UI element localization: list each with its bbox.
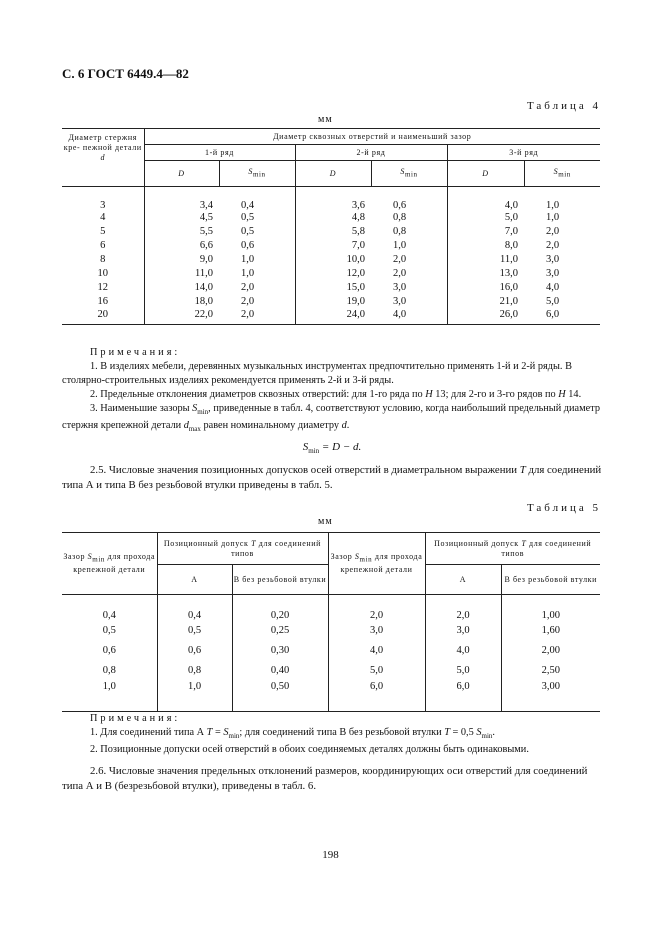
table5-unit: мм	[318, 516, 333, 527]
table4-cell: 11,0	[500, 254, 518, 265]
table4-cell: 3,0	[371, 281, 447, 295]
table4-group-header: Диаметр сквозных отверстий и наименьший зазор	[144, 129, 600, 145]
notes2-item2: 2. Позиционные допуски осей отверстий в обоих соединяемых деталях должны быть одинаковыми.	[90, 744, 529, 756]
table4-cell: 20	[62, 309, 144, 325]
table4-cell: 1,0	[546, 212, 560, 223]
table4-cell: 11,0	[195, 268, 213, 279]
table4-cell: 18,0	[194, 296, 213, 307]
table4-cell: 6,0	[524, 309, 600, 325]
table4-row3-header: 3-й ряд	[447, 145, 600, 161]
table4-cell: 0,5	[219, 225, 295, 239]
table4-sub-D2: D	[295, 161, 371, 187]
table4-cell: 4,0	[546, 282, 560, 293]
page-number: 198	[322, 849, 339, 861]
table5-col1-header: Зазор $S_{min}$ для прохода крепежной детали	[62, 533, 157, 595]
table4-cell: 2,0	[219, 295, 295, 309]
table5-cell: 4,0	[328, 641, 425, 661]
table4-cell: 4	[62, 211, 144, 225]
table4-cell: 2,0	[371, 253, 447, 267]
table4-cell: 8	[62, 253, 144, 267]
table4-cell: 22,0	[144, 309, 219, 325]
table4-sub-S1: $S_{min}$	[219, 161, 295, 187]
table4-cell: 13,0	[499, 268, 518, 279]
table5-sub-A2: А	[425, 565, 501, 595]
table5-sub-A1: А	[157, 565, 232, 595]
table5-cell: 0,20	[232, 595, 328, 621]
table5-cell: 0,50	[232, 681, 328, 712]
table4-cell: 8,0	[504, 240, 518, 251]
table4-cell: 21,0	[499, 296, 518, 307]
notes1	[62, 346, 602, 458]
notes2-title: Примечания:	[90, 713, 181, 724]
table4-cell: 0,6	[371, 187, 447, 211]
table4-cell: 2,0	[546, 240, 560, 251]
table5-cell: 3,0	[328, 621, 425, 641]
table4-cell: 2,0	[546, 226, 560, 237]
table4-cell: 3,0	[546, 268, 560, 279]
notes2	[62, 712, 602, 757]
notes2-item1: 1. Для соединений типа А $T = S_{min}$; для соединений типа В без резьбовой втулки T = 0,5 $S_{min}$.	[90, 727, 495, 741]
paragraph-2-5: 2.5. Числовые значения позиционных допусков осей отверстий в диаметральном выражении T для соединений типа А и типа В без резьбовой втулки приведены в табл. 5.	[62, 464, 602, 491]
table4-cell: 7,0	[351, 240, 365, 251]
table5-row	[62, 681, 600, 712]
table4-cell: 6,6	[199, 240, 213, 251]
table4-cell: 1,0	[219, 253, 295, 267]
table4-cell: 24,0	[295, 309, 371, 325]
table5-cell: 3,0	[425, 621, 501, 641]
table4-cell: 7,0	[504, 226, 518, 237]
paragraph-2-6: 2.6. Числовые значения предельных отклонений размеров, координирующих оси отверстий для соединений типа А и В (безрезьбовой втулки), приведены в табл. 6.	[62, 765, 588, 792]
table4-cell: 1,0	[546, 199, 560, 211]
table4-row2-header: 2-й ряд	[295, 145, 447, 161]
table4-cell: 5,5	[199, 226, 213, 237]
table4-cell: 16	[62, 295, 144, 309]
table4-cell: 5,8	[351, 226, 365, 237]
table5-cell: 2,50	[541, 665, 560, 676]
table4-row	[62, 253, 600, 267]
table5-cell: 0,6	[157, 641, 232, 661]
table5-row	[62, 621, 600, 641]
table5-cell: 6,0	[328, 681, 425, 712]
table4-cell: 3,0	[546, 254, 560, 265]
table5-row	[62, 595, 600, 621]
table5-sub-B1: В без резьбовой втулки	[232, 565, 328, 595]
table4-cell: 3,0	[371, 295, 447, 309]
table5-cell: 0,4	[157, 595, 232, 621]
table5-row	[62, 641, 600, 661]
table4-cell: 14,0	[194, 282, 213, 293]
table4-unit: мм	[318, 114, 333, 125]
table4-cell: 10,0	[346, 254, 365, 265]
table5-cell: 0,30	[232, 641, 328, 661]
notes1-item3: 3. Наименьшие зазоры $S_{min}$, приведенные в табл. 4, соответствуют условию, когда наибольший предельный диаметр стержня крепежной детали $d_{max}$ равен номинальному диаметру d.	[62, 403, 600, 434]
table5-cell: 4,0	[425, 641, 501, 661]
table5-cell: 1,60	[541, 625, 560, 636]
table4-cell: 15,0	[346, 282, 365, 293]
table5-cell: 0,6	[62, 641, 157, 661]
table4	[62, 128, 600, 325]
table4-cell: 5	[62, 225, 144, 239]
table4-caption: Таблица 4	[526, 100, 601, 112]
table5-caption: Таблица 5	[526, 502, 601, 514]
table4-cell: 6	[62, 239, 144, 253]
table4-cell: 4,0	[371, 309, 447, 325]
table4-cell: 10	[62, 267, 144, 281]
table5-cell: 0,8	[62, 661, 157, 681]
table4-cell: 9,0	[199, 254, 213, 265]
table4-body	[62, 187, 600, 325]
table5-group2-header: Позиционный допуск T для соединений типов	[425, 533, 600, 565]
table4-row1-header: 1-й ряд	[144, 145, 295, 161]
table4-cell: 4,5	[199, 212, 213, 223]
table4-cell: 0,8	[371, 211, 447, 225]
table4-cell: 0,4	[219, 187, 295, 211]
table4-sub-S3: $S_{min}$	[524, 161, 600, 187]
table5-cell: 2,0	[328, 595, 425, 621]
table4-cell: 5,0	[504, 212, 518, 223]
table4-cell: 0,5	[219, 211, 295, 225]
table5-body	[62, 595, 600, 712]
table5-cell: 3,00	[501, 681, 600, 712]
table4-cell: 3	[62, 187, 144, 211]
table5-cell: 5,0	[425, 661, 501, 681]
table4-cell: 1,0	[371, 239, 447, 253]
notes1-title: Примечания:	[90, 347, 181, 358]
table4-row	[62, 225, 600, 239]
table5-cell: 0,5	[62, 621, 157, 641]
table4-sub-S2: $S_{min}$	[371, 161, 447, 187]
notes1-item1: 1. В изделиях мебели, деревянных музыкальных инструментах предпочтительно применять 1-й и 2-й ряды. В столярно-строительных изделиях рекомендуется применять 2-й и 3-й ряды.	[62, 361, 572, 386]
table5-cell: 2,00	[541, 645, 560, 656]
table5	[62, 532, 600, 712]
table4-row	[62, 267, 600, 281]
table4-cell: 3,4	[199, 199, 213, 211]
table5-cell: 0,4	[62, 595, 157, 621]
table4-row	[62, 295, 600, 309]
table4-row	[62, 187, 600, 211]
table5-row	[62, 661, 600, 681]
table4-cell: 1,0	[219, 267, 295, 281]
table4-cell: 2,0	[371, 267, 447, 281]
table4-cell: 2,0	[219, 281, 295, 295]
table4-cell: 12,0	[346, 268, 365, 279]
table5-cell: 2,0	[425, 595, 501, 621]
page-header: С. 6 ГОСТ 6449.4—82	[62, 66, 189, 81]
table4-row	[62, 211, 600, 225]
table5-cell: 6,0	[425, 681, 501, 712]
table4-cell: 12	[62, 281, 144, 295]
table4-cell: 4,8	[351, 212, 365, 223]
table5-cell: 0,25	[232, 621, 328, 641]
table5-cell: 0,8	[157, 661, 232, 681]
table5-sub-B2: В без резьбовой втулки	[501, 565, 600, 595]
table5-col4-header: Зазор $S_{min}$ для прохода крепежной детали	[328, 533, 425, 595]
table5-cell: 1,00	[541, 609, 560, 621]
table5-cell: 0,40	[232, 661, 328, 681]
table4-cell: 19,0	[346, 296, 365, 307]
table4-cell: 2,0	[219, 309, 295, 325]
table5-group1-header: Позиционный допуск T для соединений типов	[157, 533, 328, 565]
table4-cell: 26,0	[447, 309, 524, 325]
table4-cell: 5,0	[546, 296, 560, 307]
table4-sub-D3: D	[447, 161, 524, 187]
table4-row	[62, 239, 600, 253]
table4-col-d-header: Диаметр стержня кре- пежной детали d	[62, 129, 144, 187]
table5-cell: 0,5	[157, 621, 232, 641]
table4-row	[62, 281, 600, 295]
table4-row	[62, 309, 600, 325]
table5-cell: 1,0	[62, 681, 157, 712]
table4-cell: 0,6	[219, 239, 295, 253]
table5-cell: 5,0	[328, 661, 425, 681]
table4-cell: 3,6	[351, 199, 365, 211]
table4-cell: 0,8	[371, 225, 447, 239]
table4-cell: 4,0	[504, 199, 518, 211]
table4-cell: 16,0	[499, 282, 518, 293]
notes1-item2: 2. Предельные отклонения диаметров сквозных отверстий: для 1-го ряда по H 13; для 2-го и 3-го рядов по H 14.	[90, 389, 582, 400]
table5-cell: 1,0	[157, 681, 232, 712]
table4-sub-D1: D	[144, 161, 219, 187]
notes1-formula: $S_{min} = D - d$.	[302, 441, 362, 456]
